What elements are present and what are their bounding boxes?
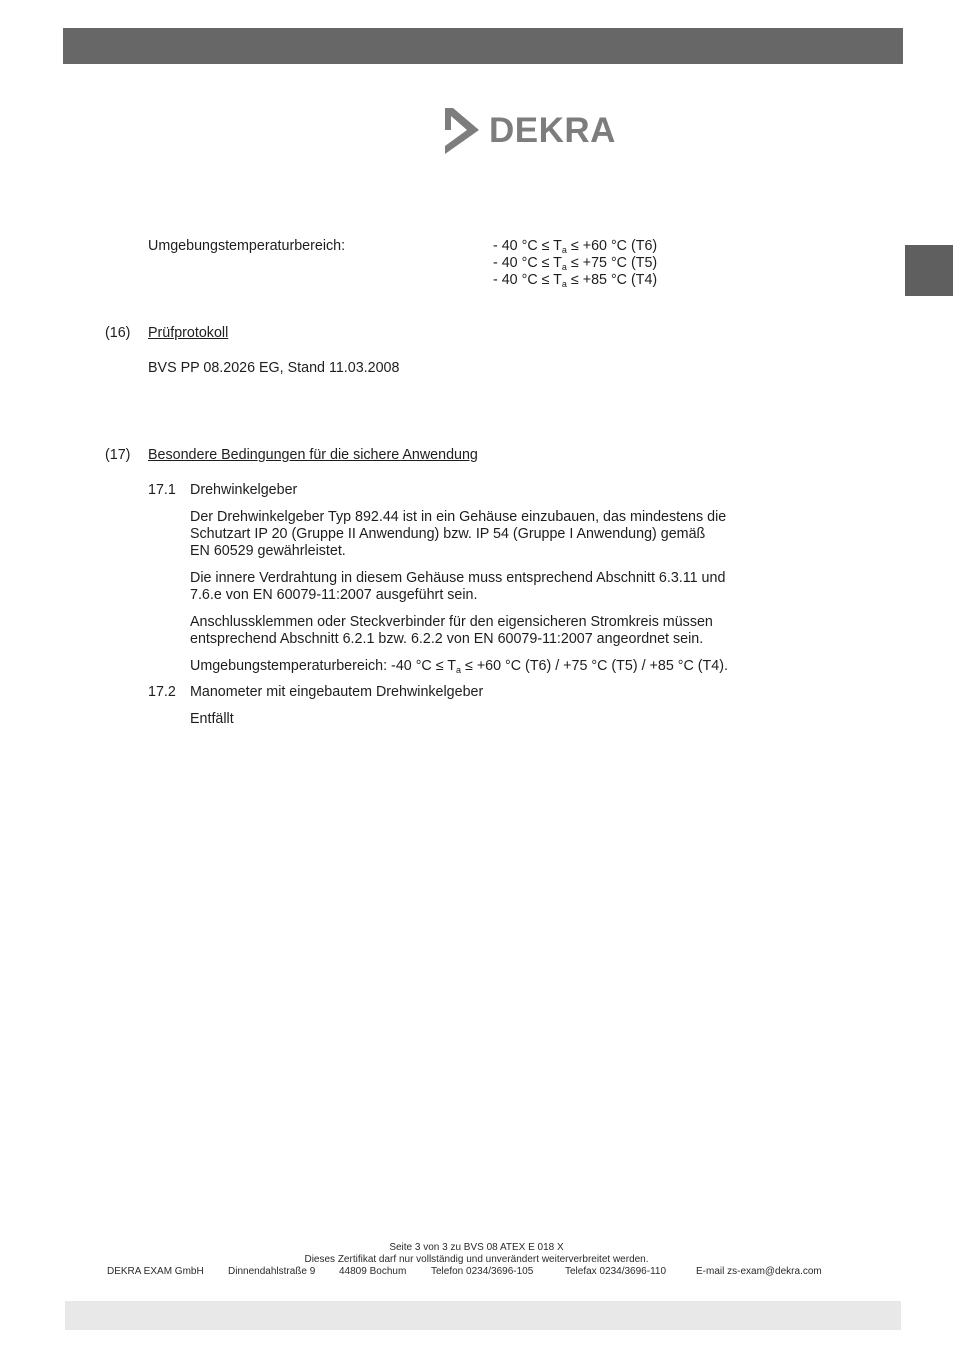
side-tab xyxy=(905,245,953,296)
footer-city: 44809 Bochum xyxy=(339,1266,407,1277)
footer-email: E-mail zs-exam@dekra.com xyxy=(696,1266,822,1277)
paragraph-ambient-range: Umgebungstemperaturbereich: -40 $^\circ C \le T_a \le +60$ °C (T6) / +75 °C (T5) / +85 °C (T4). xyxy=(190,658,728,675)
dekra-logo xyxy=(443,104,616,156)
ambient-line-t4: - 40 $^\circ C \le T_a \le +85$ °C (T4) xyxy=(493,272,658,289)
subsection-17-2-text: Entfällt xyxy=(190,711,234,727)
ambient-line-t6: - 40 $^\circ C \le T_a \le +60$ °C (T6) xyxy=(493,238,658,255)
subsection-17-2-number: 17.2 xyxy=(148,684,176,700)
section-16-number: (16) xyxy=(105,325,131,341)
logo-text: DEKRA xyxy=(489,110,616,150)
section-16-title: Prüfprotokoll xyxy=(148,325,229,341)
test-report-reference: BVS PP 08.2026 EG, Stand 11.03.2008 xyxy=(148,360,400,376)
footer-company: DEKRA EXAM GmbH xyxy=(107,1266,204,1277)
footer-bar xyxy=(65,1301,901,1330)
paragraph-wiring: Die innere Verdrahtung in diesem Gehäuse muss entsprechend Abschnitt 6.3.11 und 7.6.e von EN 60079-11:2007 ausgeführt sein. xyxy=(190,570,726,603)
footer-phone: Telefon 0234/3696-105 xyxy=(431,1266,534,1277)
footer-fax: Telefax 0234/3696-110 xyxy=(565,1266,667,1277)
paragraph-terminals: Anschlussklemmen oder Steckverbinder für den eigensicheren Stromkreis müssen entsprechend Abschnitt 6.2.1 bzw. 6.2.2 von EN 60079-11:2007 angeordnet sein. xyxy=(190,614,713,647)
footer-notice: Dieses Zertifikat darf nur vollständig und unverändert weiterverbreitet werden. xyxy=(304,1254,649,1265)
footer-page-info: Seite 3 von 3 zu BVS 08 ATEX E 018 X xyxy=(389,1242,564,1253)
ambient-label: Umgebungstemperaturbereich: xyxy=(148,238,346,254)
ambient-line-t5: - 40 $^\circ C \le T_a \le +75$ °C (T5) xyxy=(493,255,658,272)
subsection-17-1-title: Drehwinkelgeber xyxy=(190,482,298,498)
dekra-mark-icon xyxy=(443,104,481,156)
section-17-title: Besondere Bedingungen für die sichere Anwendung xyxy=(148,447,478,463)
paragraph-housing: Der Drehwinkelgeber Typ 892.44 ist in ein Gehäuse einzubauen, das mindestens die Schutzart IP 20 (Gruppe II Anwendung) bzw. IP 54 (Gruppe I Anwendung) gemäß EN 60529 gewährleistet. xyxy=(190,509,727,559)
header-bar xyxy=(63,28,903,64)
section-17-number: (17) xyxy=(105,447,131,463)
subsection-17-2-title: Manometer mit eingebautem Drehwinkelgeber xyxy=(190,684,484,700)
footer-street: Dinnendahlstraße 9 xyxy=(228,1266,316,1277)
subsection-17-1-number: 17.1 xyxy=(148,482,176,498)
